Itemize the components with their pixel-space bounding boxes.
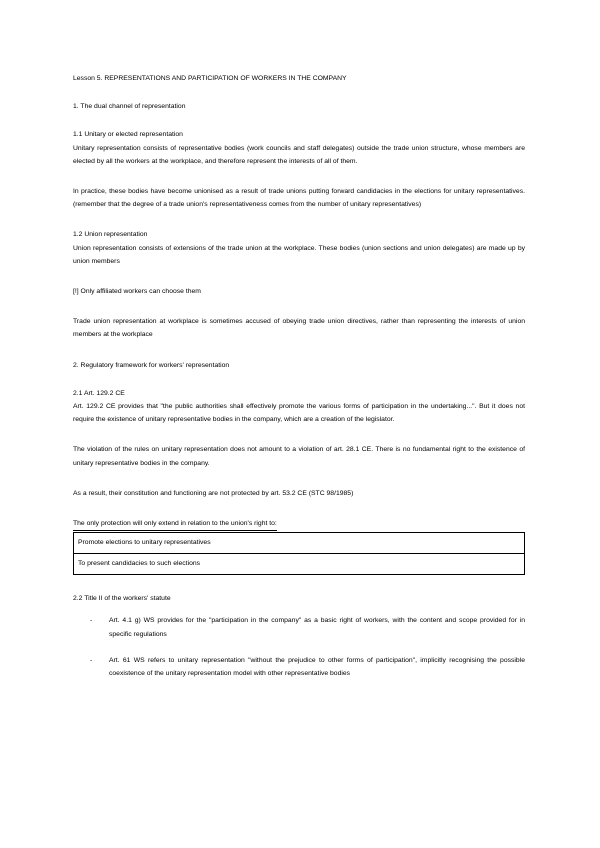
section-1-2-paragraph-1: Union representation consists of extensions of the trade union at the workplace. These bodies (union sections and union delegates) are made up by union members bbox=[73, 244, 525, 265]
document-body bbox=[73, 72, 525, 693]
table-row bbox=[74, 554, 525, 575]
dash-bullet: - bbox=[90, 617, 93, 625]
section-1-heading: 1. The dual channel of representation bbox=[73, 103, 186, 111]
statute-item-1: Art. 4.1 g) WS provides for the "participation in the company" as a basic right of workers, with the content and scope provided for in specific regulations bbox=[109, 617, 525, 638]
section-1-2-heading: 1.2 Union representation bbox=[73, 231, 148, 239]
section-2-1-paragraph-2: The violation of the rules on unitary representation does not amount to a violation of art. 28.1 CE. There is no fundamental right to the existence of unitary representative bodies in the company. bbox=[73, 446, 525, 467]
protection-row-1: Promote elections to unitary representatives bbox=[74, 533, 525, 554]
section-1-1-paragraph-1: Unitary representation consists of representative bodies (work councils and staff delegates) outside the trade union structure, whose members are elected by all the workers at the workplace, and therefore represent the interests of all of them. bbox=[73, 144, 525, 165]
protection-row-2: To present candidacies to such elections bbox=[74, 554, 525, 575]
protection-lead bbox=[73, 517, 525, 531]
lesson-title: Lesson 5. REPRESENTATIONS AND PARTICIPATION OF WORKERS IN THE COMPANY bbox=[73, 75, 347, 82]
section-1-2-paragraph-2: Trade union representation at workplace is sometimes accused of obeying trade union directives, rather than representing the interests of union members at the workplace bbox=[73, 318, 525, 339]
section-2-heading: 2. Regulatory framework for workers' representation bbox=[73, 361, 230, 369]
section-2-1-paragraph-3: As a result, their constitution and functioning are not protected by art. 53.2 CE (STC 98/1985) bbox=[73, 489, 354, 497]
protection-table bbox=[73, 532, 525, 575]
protection-lead-text: The only protection will only extend in relation to the union's right to: bbox=[73, 517, 277, 531]
section-2-2-heading: 2.2 Title II of the workers' statute bbox=[73, 595, 171, 603]
list-item bbox=[73, 614, 525, 640]
statute-list bbox=[73, 614, 525, 680]
section-2-1-heading: 2.1 Art. 129.2 CE bbox=[73, 389, 125, 397]
section-1-1-heading: 1.1 Unitary or elected representation bbox=[73, 131, 183, 139]
section-2-1-paragraph-1: Art. 129.2 CE provides that "the public authorities shall effectively promote the various forms of participation in the undertaking...". But it does not require the existence of unitary representative bodies in the company, which are a creation of the legislator. bbox=[73, 403, 525, 424]
list-item bbox=[73, 654, 525, 680]
table-row bbox=[74, 533, 525, 554]
dash-bullet: - bbox=[90, 656, 93, 664]
section-1-1-paragraph-2: In practice, these bodies have become unionised as a result of trade unions putting forward candidacies in the elections for unitary representatives. (remember that the degree of a trade union's representativeness comes from the number of unitary representatives) bbox=[73, 188, 525, 209]
statute-item-2: Art. 61 WS refers to unitary representation "without the prejudice to other forms of participation", implicitly recognising the possible coexistence of the unitary representation model with other representative bodies bbox=[109, 656, 525, 678]
section-1-2-note: [!] Only affiliated workers can choose them bbox=[73, 288, 201, 296]
